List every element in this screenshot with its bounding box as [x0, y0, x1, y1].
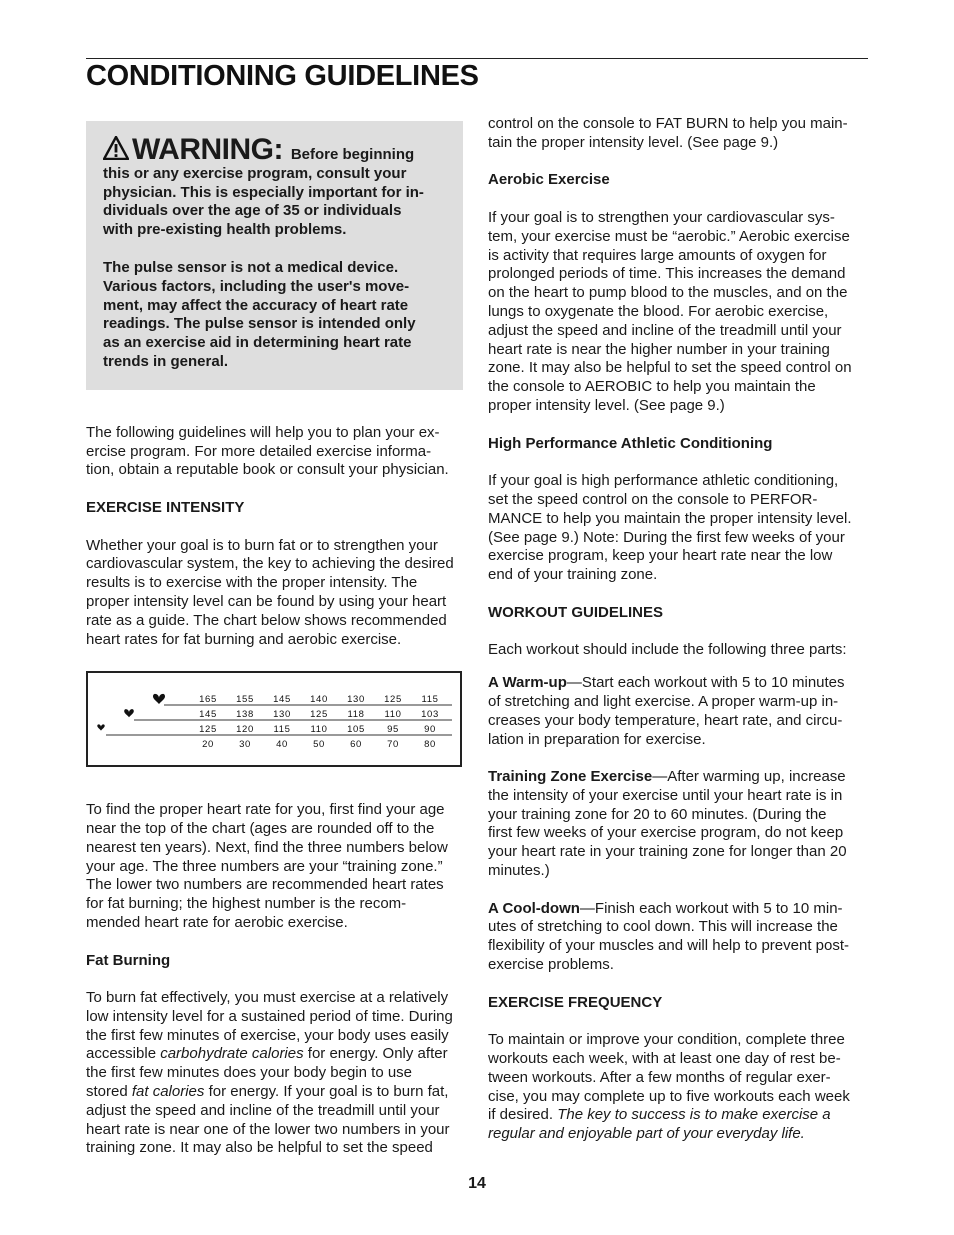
exercise-frequency-heading: EXERCISE FREQUENCY — [488, 993, 663, 1011]
warning-lead: Before beginning — [290, 146, 415, 163]
training-zone-paragraph: Training Zone Exercise—After warming up, increase the intensity of your exercise until your heart rate is in your training zone for 20 to 60 minutes. (During the first few weeks of your exercise program, do not keep your heart rate in your training zone for longer than 20 minutes.) — [488, 768, 847, 880]
age-label: 50 — [313, 739, 325, 751]
warning-triangle-icon — [103, 136, 129, 160]
heart-rate-value: 103 — [421, 709, 439, 721]
age-label: 20 — [202, 739, 214, 751]
large-heart-icon — [153, 694, 165, 704]
heart-rate-value: 165 — [199, 694, 217, 706]
intro-paragraph: The following guidelines will help you to plan your ex- ercise program. For more detailed exercise informa- tion, obtain a reputable book or consult your physician. — [86, 423, 449, 479]
heart-rate-value: 90 — [424, 724, 436, 736]
heart-rate-value: 130 — [273, 709, 291, 721]
page-title: CONDITIONING GUIDELINES — [86, 60, 479, 92]
right-column — [488, 115, 870, 1144]
page-number: 14 — [468, 1175, 486, 1192]
high-performance-heading: High Performance Athletic Conditioning — [488, 434, 773, 452]
warm-up-paragraph: A Warm-up—Start each workout with 5 to 10 minutes of stretching and light exercise. A proper warm-up in- creases your body temperature, heart rate, and circu- lation in preparation for exercise. — [488, 674, 845, 748]
warning-heading — [103, 133, 291, 166]
workout-guidelines-heading: WORKOUT GUIDELINES — [488, 603, 663, 621]
fat-burning-heading: Fat Burning — [86, 951, 171, 969]
heart-rate-value: 110 — [310, 724, 328, 736]
find-rate-paragraph: To find the proper heart rate for you, first find your age near the top of the chart (ages are rounded off to the nearest ten years). Next, find the three numbers below your age. The three numbers are your “training zone.” The lower two numbers are recommended heart rates for fat burning; the highest number is the recom- mended heart rate for aerobic exercise. — [86, 801, 448, 931]
workout-intro: Each workout should include the following three parts: — [488, 641, 847, 659]
cool-down-paragraph: A Cool-down—Finish each workout with 5 to 10 min- utes of stretching to cool down. This will increase the flexibility of your muscles and will help to prevent post- exercise problems. — [488, 899, 849, 974]
heart-rate-chart-svg — [88, 673, 462, 765]
heart-rate-value: 125 — [384, 694, 402, 706]
heart-rate-chart — [86, 671, 462, 767]
sensor-note-line: as an exercise aid in determining heart rate — [103, 334, 412, 352]
heart-rate-value: 110 — [384, 709, 402, 721]
high-performance-paragraph: If your goal is high performance athletic conditioning, set the speed control on the console to PERFOR- MANCE to help you maintain the proper intensity level. (See page 9.) Note: During the first few weeks of your exercise program, keep your heart rate near the low end of your training zone. — [488, 472, 852, 584]
heart-rate-value: 95 — [387, 724, 399, 736]
heart-rate-value: 155 — [236, 694, 254, 706]
age-label: 80 — [424, 739, 436, 751]
aerobic-heading: Aerobic Exercise — [488, 171, 610, 189]
warning-line: with pre-existing health problems. — [103, 221, 347, 239]
warning-box — [86, 121, 463, 390]
sensor-note-line: readings. The pulse sensor is intended only — [103, 315, 416, 333]
sensor-note-line: trends in general. — [103, 352, 229, 370]
sensor-note-line: The pulse sensor is not a medical device. — [103, 258, 399, 276]
heart-rate-value: 145 — [199, 709, 217, 721]
warning-line: this or any exercise program, consult your — [103, 164, 407, 182]
exercise-intensity-heading: EXERCISE INTENSITY — [86, 498, 245, 516]
sensor-note-line: ment, may affect the accuracy of heart rate — [103, 296, 409, 314]
heart-rate-value: 130 — [347, 694, 365, 706]
heart-rate-value: 105 — [347, 724, 365, 736]
fat-burning-continued: control on the console to FAT BURN to help you main- tain the proper intensity level. (See page 9.) — [488, 115, 848, 151]
heart-rate-value: 125 — [310, 709, 328, 721]
fat-burning-paragraph: To burn fat effectively, you must exercise at a relatively low intensity level for a sustained period of time. During the first few minutes of exercise, your body uses easily accessible carbohydrate calories for energy. Only after the first few minutes does your body begin to use stored fat calories for energy. If your goal is to burn fat, adjust the speed and incline of the treadmill until your heart rate is near one of the lower two numbers in your training zone. It may also be helpful to set the speed — [86, 989, 453, 1157]
heart-rate-value: 115 — [273, 724, 291, 736]
sensor-note-line: Various factors, including the user's move- — [103, 277, 410, 295]
heart-rate-value: 120 — [236, 724, 254, 736]
heart-rate-value: 118 — [347, 709, 365, 721]
heart-rate-value: 115 — [421, 694, 439, 706]
heart-rate-value: 145 — [273, 694, 291, 706]
heart-rate-value: 125 — [199, 724, 217, 736]
warning-line: physician. This is especially important for in- — [103, 183, 424, 201]
medium-heart-icon — [124, 709, 134, 717]
exercise-frequency-paragraph: To maintain or improve your condition, complete three workouts each week, with at least one day of rest be- tween workouts. After a few months of regular exer- cise, you may complete up to five workouts each week if desired. The key to success is to make exercise a regular and enjoyable part of your everyday life. — [488, 1031, 850, 1143]
warning-heading-text: WARNING: — [132, 133, 283, 166]
exercise-intensity-paragraph: Whether your goal is to burn fat or to strengthen your cardiovascular system, the key to achieving the desired results is to exercise with the proper intensity. The proper intensity level can be found by using your heart rate as a guide. The chart below shows recommended heart rates for fat burning and aerobic exercise. — [86, 536, 454, 648]
heart-rate-value: 138 — [236, 709, 254, 721]
warning-line: dividuals over the age of 35 or individuals — [103, 202, 402, 220]
heart-rate-value: 140 — [310, 694, 328, 706]
small-heart-icon — [97, 724, 104, 730]
age-label: 70 — [387, 739, 399, 751]
left-column — [86, 121, 466, 1158]
age-label: 60 — [350, 739, 362, 751]
top-rule — [86, 58, 868, 59]
age-label: 30 — [239, 739, 251, 751]
aerobic-paragraph: If your goal is to strengthen your cardiovascular sys- tem, your exercise must be “aerobic.” Aerobic exercise is activity that requires large amounts of oxygen for prolonged periods of time. This increases the demand on the heart to pump blood to the muscles, and on the lungs to oxygenate the blood. For aerobic exercise, adjust the speed and incline of the treadmill until your heart rate is near the higher number in your training zone. It may also be helpful to set the speed control on the console to AEROBIC to help you maintain the proper intensity level. (See page 9.) — [488, 208, 852, 414]
age-label: 40 — [276, 739, 288, 751]
